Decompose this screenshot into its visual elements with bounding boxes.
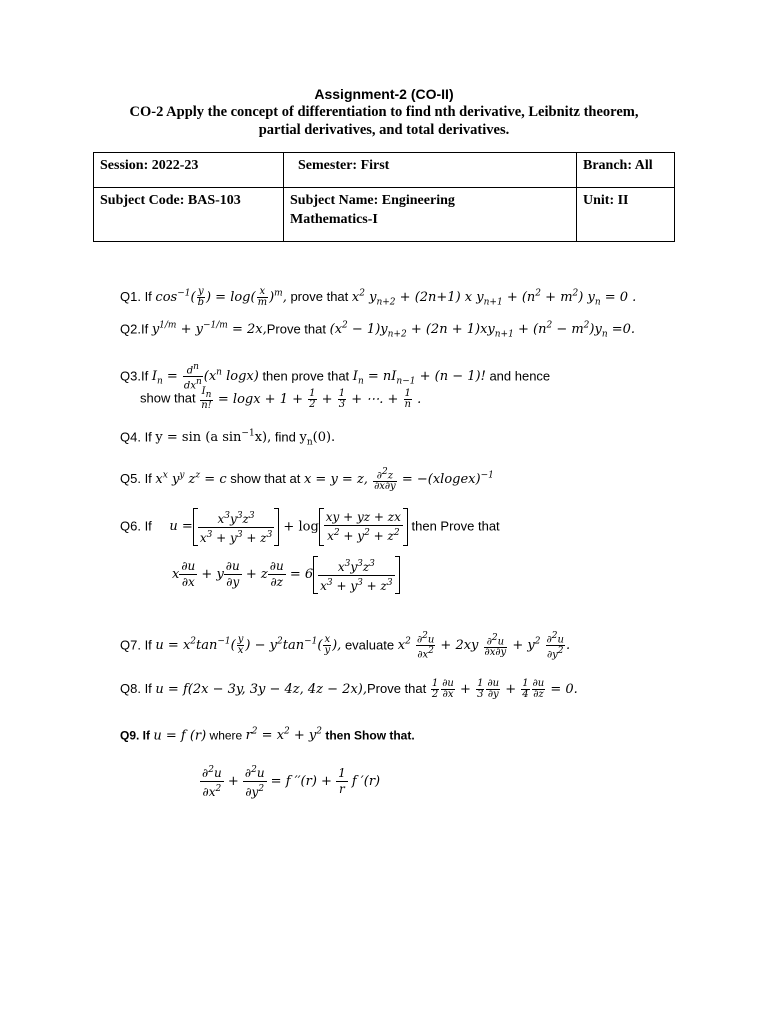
equation: $r^2 = x^2 + y^2$ xyxy=(245,727,323,744)
question-label: Q3.If xyxy=(120,368,149,384)
subject-code-cell: Subject Code: BAS-103 xyxy=(94,188,284,242)
question-1 xyxy=(120,287,636,308)
question-6-continued: x $\frac{\partial u}{\partial x}$ + y $\frac{\partial u}{\partial y}$ + z $\frac{\partial u}{\partial z}$ = 6 $\frac{x^3y^3z^3}{x^3 + y^3 + z^3}$ xyxy=(172,556,400,594)
equation: $(x^2 - 1)y_{n+2} + (2n + 1)xy_{n+1} + (n^2 - m^2)y_n =0$. xyxy=(329,321,636,340)
assignment-title: Assignment-2 (CO-II) xyxy=(314,86,454,102)
question-text: evaluate xyxy=(344,637,395,653)
question-text: prove that xyxy=(290,289,349,304)
question-7 xyxy=(120,631,570,661)
info-table xyxy=(93,152,675,242)
question-text: then prove that xyxy=(262,368,350,384)
equation: u = f (r) xyxy=(153,728,207,744)
unit-cell: Unit: II xyxy=(577,188,675,242)
equation: $\frac{\partial^2u}{\partial x^2}$ + $\frac{\partial^2u}{\partial y^2}$ = f ′′(r) + $\frac{1}{r}$ f ′(r) xyxy=(202,765,381,799)
equation: u = xyxy=(169,519,193,535)
question-5 xyxy=(120,467,494,492)
info-row xyxy=(94,153,675,188)
semester-cell: Semester: First xyxy=(284,153,577,188)
question-text: show that xyxy=(140,390,196,406)
equation: $u = x^2\tan^{-1}$( $\frac{y}{x}$ ) − $y^2\tan^{-1}$( $\frac{x}{y}$ ), xyxy=(155,634,342,657)
equation: $y^{1/m} + y^{-1/m} = 2x$, xyxy=(151,321,267,338)
equation: $\frac{1}{2}$ $\frac{\partial u}{\partial x}$ + $\frac{1}{3}$ $\frac{\partial u}{\partial y}$ + $\frac{1}{4}$ $\frac{\partial u}{\partial z}$ = 0. xyxy=(431,678,578,700)
equation: $I_n$ = $\frac{d^n}{dx^n}$ ($x^n$ logx) xyxy=(151,362,259,392)
question-text: where xyxy=(209,728,243,743)
course-outcome-line-2: partial derivatives, and total derivatives. xyxy=(258,122,510,138)
subject-name-line-1: Subject Name: Engineering xyxy=(290,193,455,208)
equation: $x^x$ $y^y$ $z^z = c$ xyxy=(155,470,227,488)
question-text: then Prove that xyxy=(411,518,500,534)
session-cell: Session: 2022-23 xyxy=(94,153,284,188)
question-8 xyxy=(120,679,578,700)
course-outcome-line-1: CO-2 Apply the concept of differentiation to find nth derivative, Leibnitz theorem, xyxy=(129,104,639,120)
subject-name-cell xyxy=(284,188,577,242)
question-text: Prove that xyxy=(266,321,326,337)
equation: $x^2$ $y_{n+2} + (2n+1)$ x $y_{n+1} + (n^2 + m^2) y_n = 0$ . xyxy=(351,288,637,308)
question-9 xyxy=(120,727,415,743)
question-text: show that at xyxy=(230,471,301,487)
equation: $x^2$ $\frac{\partial^2u}{\partial x^2}$ + 2xy $\frac{\partial^2u}{\partial x\partial y}$ + $y^2$ $\frac{\partial^2u}{\partial y^2}$ . xyxy=(397,631,571,661)
equation: $y_n(0)$. xyxy=(299,430,336,448)
question-3-continued xyxy=(140,387,421,411)
question-text: then Show that. xyxy=(325,728,415,743)
question-label: Q5. If xyxy=(120,471,152,487)
question-text: find xyxy=(274,429,296,445)
equation: x $\frac{\partial u}{\partial x}$ + y $\frac{\partial u}{\partial y}$ + z $\frac{\partial u}{\partial z}$ = 6 xyxy=(172,559,314,590)
question-label: Q6. If xyxy=(120,518,152,534)
equation: u = f(2x − 3y, 3y − 4z, 4z − 2x), xyxy=(155,682,367,697)
question-6: Q6. If u = $\frac{x^3y^3z^3}{x^3 + y^3 + z^3}$ + log $\frac{xy + yz + zx}{x^2 + y^2 + z^2}$ then Prove that xyxy=(120,510,500,545)
question-label: Q8. If xyxy=(120,681,152,696)
question-label: Q7. If xyxy=(120,637,152,653)
equation: $I_n = nI_{n-1} + (n - 1)$! xyxy=(352,369,486,387)
question-label: Q9. If xyxy=(120,728,151,743)
subject-name-line-2: Mathematics-I xyxy=(290,212,378,227)
info-row xyxy=(94,188,675,242)
equation: $\cos^{-1}$( $\frac{y}{b}$ ) = log( $\frac{x}{m}$ )$^m$, xyxy=(155,286,287,308)
equation: x = y = z, $\frac{\partial^2z}{\partial x\partial y}$ = −(xlogex)$^{-1}$ xyxy=(303,467,494,493)
question-text: Prove that xyxy=(367,681,427,696)
question-text: and hence xyxy=(489,368,551,384)
question-9-continued xyxy=(200,763,380,800)
equation: y = sin (a $\sin^{-1}x$), xyxy=(155,429,272,446)
question-label: Q2.If xyxy=(120,321,149,337)
question-label: Q4. If xyxy=(120,429,152,445)
branch-cell: Branch: All xyxy=(577,153,675,188)
question-label: Q1. If xyxy=(120,289,152,304)
question-2 xyxy=(120,321,635,340)
equation: $\frac{I_n}{n!}$ = logx + 1 + $\frac{1}{2}$ + $\frac{1}{3}$ + ⋯. + $\frac{1}{n}$ . xyxy=(201,386,422,411)
question-4 xyxy=(120,429,335,448)
course-outcome xyxy=(60,103,708,139)
